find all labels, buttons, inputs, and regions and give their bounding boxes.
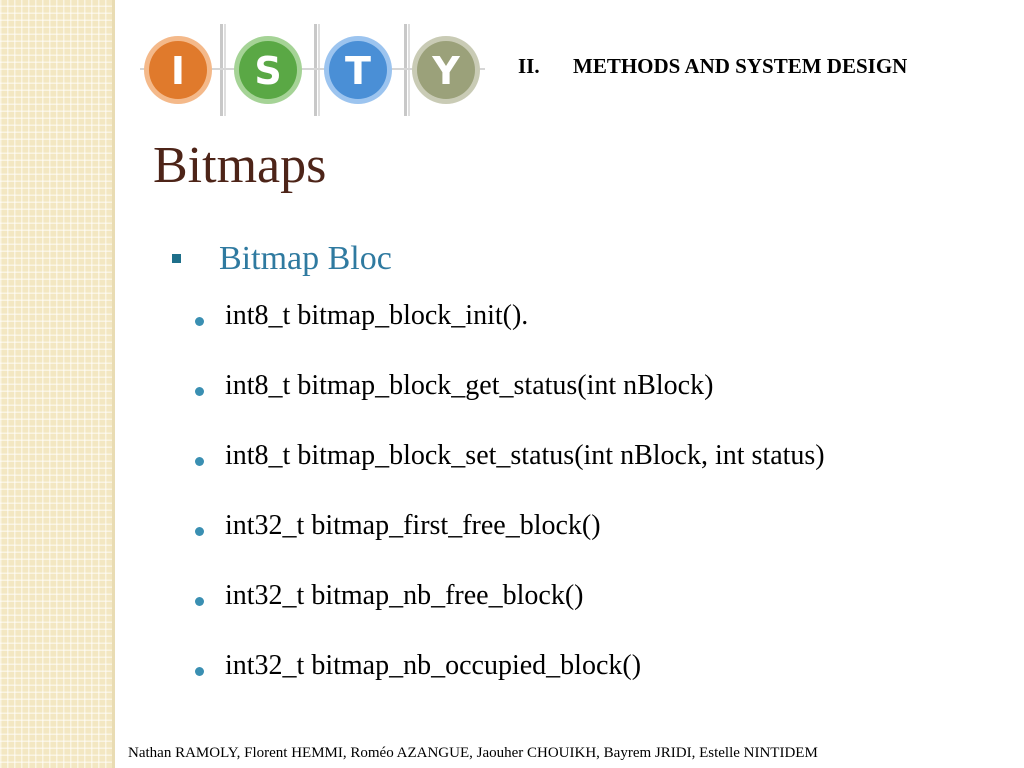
side-pattern-decoration (0, 0, 112, 768)
bullet-text: int32_t bitmap_first_free_block() (225, 510, 601, 541)
level1-text: Bitmap Bloc (219, 240, 392, 277)
logo-letter-t: T (345, 49, 371, 93)
square-bullet-icon (172, 254, 181, 263)
bullet-dot-icon (195, 597, 204, 606)
bullet-text: int32_t bitmap_nb_free_block() (225, 580, 584, 611)
footer-authors: Nathan RAMOLY, Florent HEMMI, Roméo AZANGUE, Jaouher CHOUIKH, Bayrem JRIDI, Estelle NINTIDEM (128, 745, 818, 761)
section-number: II. (518, 54, 540, 78)
logo-letter-s: S (254, 49, 282, 93)
bullet-text: int8_t bitmap_block_init(). (225, 300, 529, 331)
bullet-dot-icon (195, 387, 204, 396)
logo-letter-i: I (170, 49, 186, 93)
slide-title: Bitmaps (153, 137, 327, 194)
istv-logo (140, 24, 485, 116)
bullet-dot-icon (195, 527, 204, 536)
logo-letter-y: Y (432, 49, 460, 93)
side-divider (112, 0, 115, 768)
bullet-dot-icon (195, 667, 204, 676)
bullet-text: int8_t bitmap_block_set_status(int nBlock, int status) (225, 440, 825, 471)
section-header (518, 54, 907, 79)
bullet-dot-icon (195, 457, 204, 466)
bullet-text: int8_t bitmap_block_get_status(int nBlock) (225, 370, 714, 401)
section-title: METHODS AND SYSTEM DESIGN (573, 54, 908, 78)
bullet-text: int32_t bitmap_nb_occupied_block() (225, 650, 642, 681)
bullet-dot-icon (195, 317, 204, 326)
